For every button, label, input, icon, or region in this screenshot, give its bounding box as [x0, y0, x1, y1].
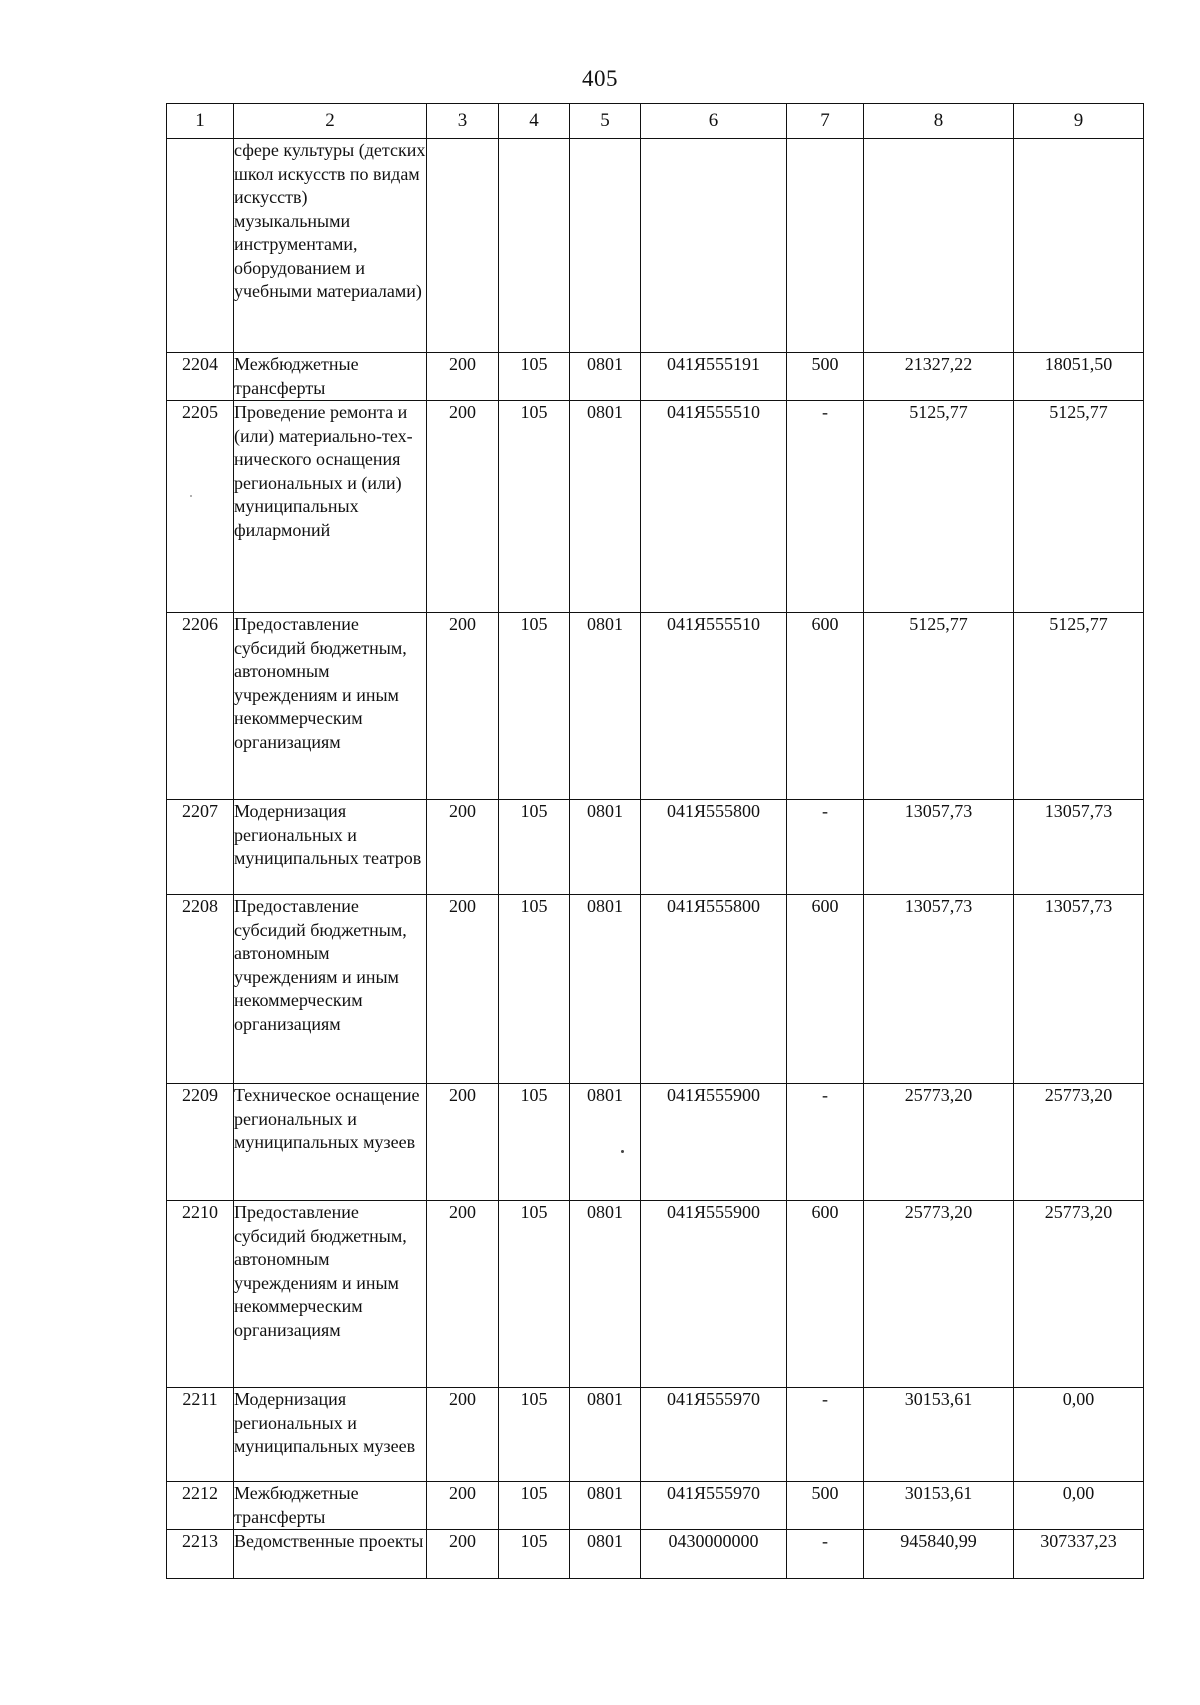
col8-amount: 25773,20	[864, 1201, 1014, 1388]
col7-value: -	[787, 800, 864, 895]
col3-value: 200	[427, 401, 499, 613]
col8-amount: 945840,99	[864, 1530, 1014, 1579]
col5-value: 0801	[570, 613, 641, 800]
row-number: 2204	[167, 353, 234, 401]
col5-value: 0801	[570, 353, 641, 401]
col9-amount: 5125,77	[1014, 401, 1144, 613]
col5-value: 0801	[570, 1482, 641, 1530]
col3-value: 200	[427, 1482, 499, 1530]
row-number: 2210	[167, 1201, 234, 1388]
col4-value: 105	[499, 401, 570, 613]
col7-value: 600	[787, 895, 864, 1084]
col3-value	[427, 139, 499, 353]
col9-amount: 0,00	[1014, 1388, 1144, 1482]
table-body	[167, 139, 1144, 1579]
column-header: 9	[1014, 104, 1144, 139]
col6-value: 041Я555970	[641, 1482, 787, 1530]
col4-value: 105	[499, 1201, 570, 1388]
table-row	[167, 1388, 1144, 1482]
col9-amount: 13057,73	[1014, 895, 1144, 1084]
column-header: 6	[641, 104, 787, 139]
col5-value: 0801	[570, 895, 641, 1084]
table-row	[167, 139, 1144, 353]
col5-value: 0801	[570, 401, 641, 613]
table-row	[167, 613, 1144, 800]
row-description: Техническое оснащение региональных и муниципальных музеев	[234, 1084, 427, 1201]
col5-value	[570, 139, 641, 353]
col5-value: 0801	[570, 1201, 641, 1388]
scan-speck	[190, 495, 192, 497]
row-number: 2212	[167, 1482, 234, 1530]
col8-amount: 5125,77	[864, 401, 1014, 613]
col5-value: 0801	[570, 1530, 641, 1579]
col7-value: -	[787, 1388, 864, 1482]
col4-value: 105	[499, 613, 570, 800]
col9-amount: 5125,77	[1014, 613, 1144, 800]
col3-value: 200	[427, 1201, 499, 1388]
row-description: Ведомственные проекты	[234, 1530, 427, 1579]
table-row	[167, 401, 1144, 613]
row-description: Модернизация региональных и муниципальных музеев	[234, 1388, 427, 1482]
col8-amount: 30153,61	[864, 1482, 1014, 1530]
row-description: Предоставление субсидий бюджетным, автономным учреждениям и иным некоммерческим организациям	[234, 1201, 427, 1388]
scan-speck	[621, 1150, 624, 1153]
col3-value: 200	[427, 1530, 499, 1579]
col9-amount: 13057,73	[1014, 800, 1144, 895]
col6-value: 041Я555900	[641, 1084, 787, 1201]
col3-value: 200	[427, 353, 499, 401]
column-header: 8	[864, 104, 1014, 139]
col7-value: 600	[787, 1201, 864, 1388]
col4-value: 105	[499, 1084, 570, 1201]
col7-value: 500	[787, 353, 864, 401]
row-number: 2208	[167, 895, 234, 1084]
col6-value: 041Я555191	[641, 353, 787, 401]
col4-value: 105	[499, 353, 570, 401]
col4-value	[499, 139, 570, 353]
row-number: 2207	[167, 800, 234, 895]
table-row	[167, 895, 1144, 1084]
col8-amount: 25773,20	[864, 1084, 1014, 1201]
col9-amount: 0,00	[1014, 1482, 1144, 1530]
column-header: 1	[167, 104, 234, 139]
col4-value: 105	[499, 1530, 570, 1579]
col6-value: 0430000000	[641, 1530, 787, 1579]
col9-amount: 307337,23	[1014, 1530, 1144, 1579]
col3-value: 200	[427, 1388, 499, 1482]
col4-value: 105	[499, 1482, 570, 1530]
col3-value: 200	[427, 1084, 499, 1201]
col7-value: -	[787, 1084, 864, 1201]
col6-value: 041Я555800	[641, 800, 787, 895]
row-description: Модернизация региональных и муниципальных театров	[234, 800, 427, 895]
col7-value: 600	[787, 613, 864, 800]
table-row	[167, 800, 1144, 895]
header-row	[167, 104, 1144, 139]
row-number: 2209	[167, 1084, 234, 1201]
row-description: сфере культуры (детских школ искусств по видам искусств) музыкальными инструментами, оборудованием и учебными материалами)	[234, 139, 427, 353]
col4-value: 105	[499, 895, 570, 1084]
row-number: 2205	[167, 401, 234, 613]
col3-value: 200	[427, 800, 499, 895]
col6-value	[641, 139, 787, 353]
col6-value: 041Я555970	[641, 1388, 787, 1482]
col7-value: 500	[787, 1482, 864, 1530]
row-number: 2206	[167, 613, 234, 800]
column-header: 7	[787, 104, 864, 139]
col8-amount: 13057,73	[864, 800, 1014, 895]
table-row	[167, 1084, 1144, 1201]
col9-amount	[1014, 139, 1144, 353]
col8-amount: 30153,61	[864, 1388, 1014, 1482]
col3-value: 200	[427, 895, 499, 1084]
row-number	[167, 139, 234, 353]
col7-value: -	[787, 401, 864, 613]
row-number: 2213	[167, 1530, 234, 1579]
budget-table	[166, 103, 1144, 1579]
table-row	[167, 353, 1144, 401]
page-number: 405	[582, 66, 618, 91]
col7-value: -	[787, 1530, 864, 1579]
col6-value: 041Я555900	[641, 1201, 787, 1388]
col4-value: 105	[499, 800, 570, 895]
col8-amount: 13057,73	[864, 895, 1014, 1084]
col9-amount: 25773,20	[1014, 1084, 1144, 1201]
column-header: 3	[427, 104, 499, 139]
col8-amount: 5125,77	[864, 613, 1014, 800]
table-row	[167, 1530, 1144, 1579]
col6-value: 041Я555800	[641, 895, 787, 1084]
row-description: Межбюджетные трансферты	[234, 353, 427, 401]
row-description: Предоставление субсидий бюджетным, автономным учреждениям и иным некоммерческим организациям	[234, 895, 427, 1084]
col9-amount: 25773,20	[1014, 1201, 1144, 1388]
column-header: 5	[570, 104, 641, 139]
col6-value: 041Я555510	[641, 401, 787, 613]
col6-value: 041Я555510	[641, 613, 787, 800]
col8-amount: 21327,22	[864, 353, 1014, 401]
col5-value: 0801	[570, 1388, 641, 1482]
table-row	[167, 1482, 1144, 1530]
row-description: Межбюджетные трансферты	[234, 1482, 427, 1530]
row-description: Проведение ремонта и (или) материально-тех-нического оснащения региональных и (или) муниципальных филармоний	[234, 401, 427, 613]
col5-value: 0801	[570, 1084, 641, 1201]
col4-value: 105	[499, 1388, 570, 1482]
row-description: Предоставление субсидий бюджетным, автономным учреждениям и иным некоммерческим организациям	[234, 613, 427, 800]
column-header: 4	[499, 104, 570, 139]
col3-value: 200	[427, 613, 499, 800]
col9-amount: 18051,50	[1014, 353, 1144, 401]
column-header: 2	[234, 104, 427, 139]
table-row	[167, 1201, 1144, 1388]
col5-value: 0801	[570, 800, 641, 895]
col8-amount	[864, 139, 1014, 353]
row-number: 2211	[167, 1388, 234, 1482]
col7-value	[787, 139, 864, 353]
